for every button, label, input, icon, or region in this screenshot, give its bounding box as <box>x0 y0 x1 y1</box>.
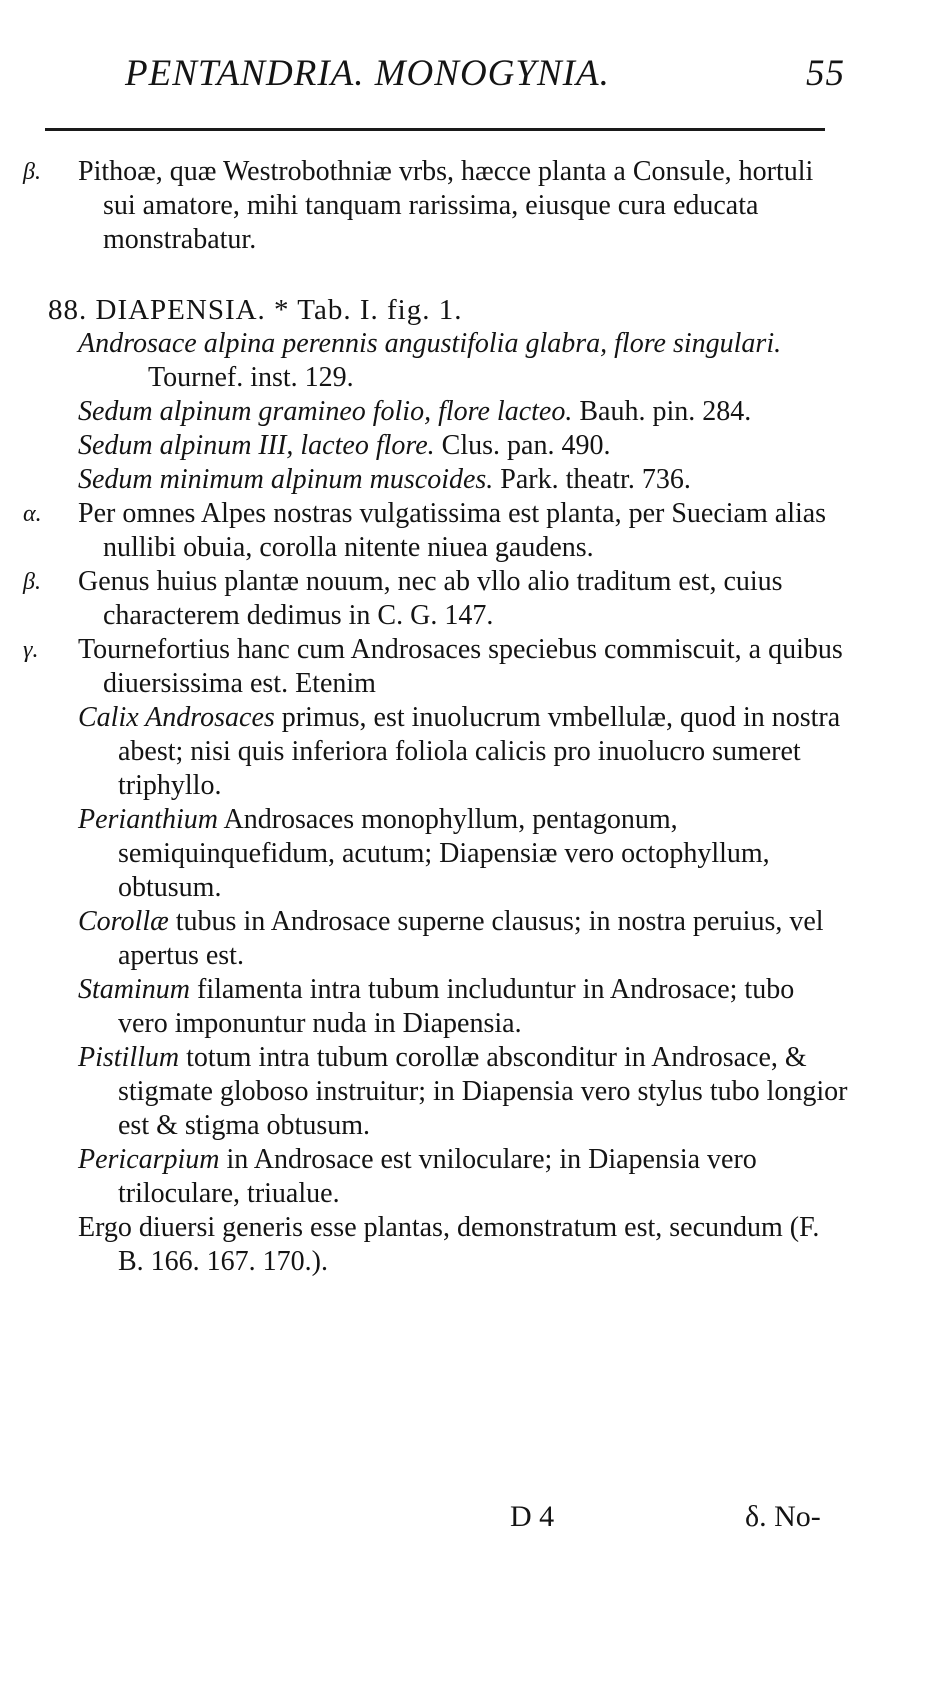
synonym <box>48 429 848 463</box>
comparison-stamina <box>78 973 848 1041</box>
synonym-ref: Park. theatr. 736. <box>500 464 691 495</box>
conclusion: Ergo diuersi generis esse plantas, demonstratum est, secundum (F. B. 166. 167. 170.). <box>78 1212 820 1277</box>
comparison-term: Corollæ <box>78 906 169 937</box>
page-number: 55 <box>806 53 845 94</box>
comparison-text: tubus in Androsace superne clausus; in nostra peruius, vel apertus est. <box>118 906 824 971</box>
main-text <box>23 155 848 1279</box>
catchword: δ. No- <box>745 1500 821 1533</box>
synonym-ref: Bauh. pin. 284. <box>579 396 752 427</box>
note-alpha: α. Per omnes Alpes nostras vulgatissima est planta, per Sueciam alias nullibi obuia, corolla nitente niuea gaudens. <box>23 498 827 563</box>
synonym <box>48 463 848 497</box>
running-header <box>125 52 845 95</box>
comparison-pistillum <box>78 1041 848 1143</box>
synonym-name: Sedum alpinum gramineo folio, flore lacteo. <box>78 396 573 427</box>
comparison-text: primus, est inuolucrum vmbellulæ, quod in nostra abest; nisi quis inferiora foliola calicis pro inuolucro sumeret triphyllo. <box>118 702 841 801</box>
signature-mark: D 4 <box>510 1500 555 1533</box>
synonym-ref: Tournef. inst. 129. <box>148 362 354 393</box>
note-text: Tournefortius hanc cum Androsaces speciebus commiscuit, a quibus diuersissima est. Etenim <box>78 634 843 699</box>
comparison-text: in Androsace est vniloculare; in Diapensia vero triloculare, triualue. <box>118 1144 757 1209</box>
synonym-name: Androsace alpina perennis angustifolia glabra, flore singulari. <box>78 328 782 359</box>
comparison-text: filamenta intra tubum includuntur in Androsace; tubo vero imponuntur nuda in Diapensia. <box>118 974 795 1039</box>
comparison-perianthium <box>78 803 848 905</box>
comparison-term: Perianthium <box>78 804 218 835</box>
synonym-ref: Clus. pan. 490. <box>441 430 611 461</box>
note-text: Pithoæ, quæ Westrobothniæ vrbs, hæcce planta a Consule, hortuli sui amatore, mihi tanquam rarissima, eiusque cura educata monstrabatur. <box>78 156 814 255</box>
synonym <box>48 327 848 395</box>
comparison-term: Staminum <box>78 974 190 1005</box>
comparison-pericarpium <box>78 1143 848 1211</box>
comparison-calix <box>78 701 848 803</box>
comparison-term: Pistillum <box>78 1042 180 1073</box>
synonym <box>48 395 848 429</box>
synonym-name: Sedum alpinum III, lacteo flore. <box>78 430 435 461</box>
note-beta: β. Genus huius plantæ nouum, nec ab vllo alio traditum est, cuius characterem dedimus in C. G. 147. <box>23 566 783 631</box>
beta-note: β. Pithoæ, quæ Westrobothniæ vrbs, hæcce planta a Consule, hortuli sui amatore, mihi tanquam rarissima, eiusque cura educata monstrabatur. <box>23 156 814 255</box>
page-footer <box>0 1500 933 1540</box>
comparison-text: totum intra tubum corollæ absconditur in Androsace, & stigmate globoso instruitur; in Diapensia vero stylus tubo longior est & stigma obtusum. <box>118 1042 848 1141</box>
comparison-corolla <box>78 905 848 973</box>
synonym-name: Sedum minimum alpinum muscoides. <box>78 464 494 495</box>
running-title: PENTANDRIA. MONOGYNIA. <box>125 53 610 94</box>
note-text: Per omnes Alpes nostras vulgatissima est planta, per Sueciam alias nullibi obuia, corolla nitente niuea gaudens. <box>78 498 827 563</box>
note-gamma: γ. Tournefortius hanc cum Androsaces speciebus commiscuit, a quibus diuersissima est. Etenim <box>23 634 843 699</box>
note-text: Genus huius plantæ nouum, nec ab vllo alio traditum est, cuius characterem dedimus in C. G. 147. <box>78 566 783 631</box>
genus-heading: 88. DIAPENSIA. * Tab. I. fig. 1. <box>48 294 463 326</box>
comparison-term: Calix Androsaces <box>78 702 275 733</box>
header-rule <box>45 128 825 131</box>
comparison-text: Androsaces monophyllum, pentagonum, semiquinquefidum, acutum; Diapensiæ vero octophyllum, obtusum. <box>118 804 770 903</box>
comparison-term: Pericarpium <box>78 1144 220 1175</box>
